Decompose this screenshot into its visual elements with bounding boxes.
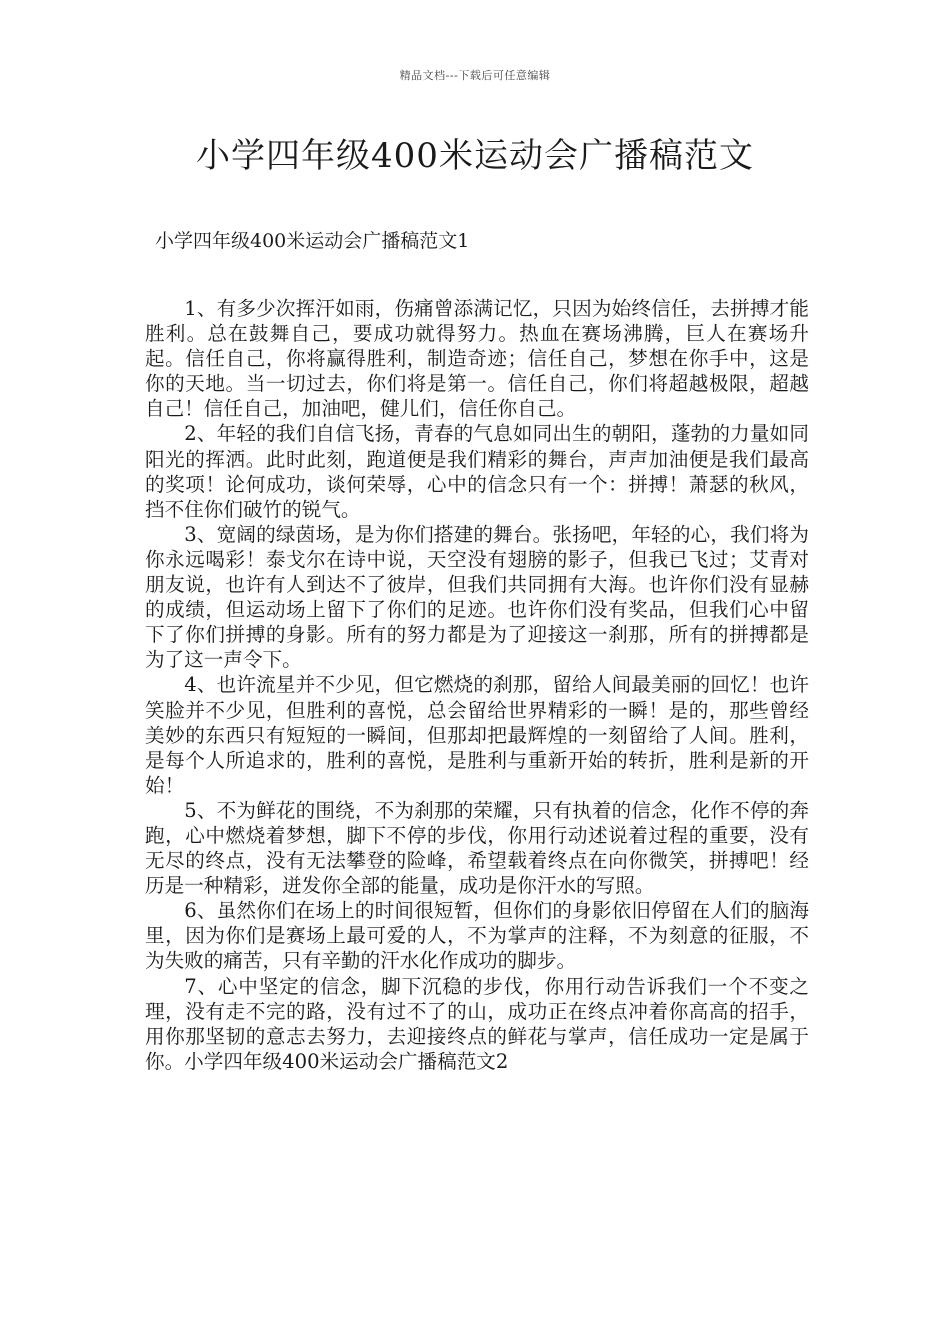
paragraph: 3、宽阔的绿茵场，是为你们搭建的舞台。张扬吧，年轻的心，我们将为你永远喝彩！泰戈尔在诗中说，天空没有翅膀的影子，但我已飞过；艾青对朋友说，也许有人到达不了彼岸，但我们共同拥有大海。也许你们没有显赫的成绩，但运动场上留下了你们的足迹。也许你们没有奖品，但我们心中留下了你们拼搏的身影。所有的努力都是为了迎接这一刹那，所有的拼搏都是为了这一声令下。: [145, 522, 809, 672]
paragraph: 1、有多少次挥汗如雨，伤痛曾添满记忆，只因为始终信任，去拼搏才能胜利。总在鼓舞自己，要成功就得努力。热血在赛场沸腾，巨人在赛场升起。信任自己，你将赢得胜利，制造奇迹；信任自己，梦想在你手中，这是你的天地。当一切过去，你们将是第一。信任自己，你们将超越极限，超越自己！信任自己，加油吧，健儿们，信任你自己。: [145, 297, 809, 421]
paragraph: 5、不为鲜花的围绕，不为刹那的荣耀，只有执着的信念，化作不停的奔跑，心中燃烧着梦想，脚下不停的步伐，你用行动述说着过程的重要，没有无尽的终点，没有无法攀登的险峰，希望载着终点在向你微笑，拼搏吧！经历是一种精彩，迸发你全部的能量，成功是你汗水的写照。: [145, 798, 809, 898]
paragraph: 4、也许流星并不少见，但它燃烧的刹那，留给人间最美丽的回忆！也许笑脸并不少见，但胜利的喜悦，总会留给世界精彩的一瞬！是的，那些曾经美妙的东西只有短短的一瞬间，但那却把最辉煌的一刻留给了人间。胜利，是每个人所追求的，胜利的喜悦，是胜利与重新开始的转折，胜利是新的开始！: [145, 673, 809, 797]
section-title: 小学四年级400米运动会广播稿范文1: [155, 230, 470, 252]
body-text: [145, 296, 809, 1074]
document-title: 小学四年级400米运动会广播稿范文: [196, 136, 754, 176]
header-note: 精品文档---下载后可任意编辑: [399, 69, 551, 82]
paragraph: 7、心中坚定的信念，脚下沉稳的步伐，你用行动告诉我们一个不变之理，没有走不完的路，没有过不了的山，成功正在终点冲着你高高的招手，用你那坚韧的意志去努力，去迎接终点的鲜花与掌声，信任成功一定是属于你。小学四年级400米运动会广播稿范文2: [145, 974, 809, 1073]
paragraph: 6、虽然你们在场上的时间很短暂，但你们的身影依旧停留在人们的脑海里，因为你们是赛场上最可爱的人，不为掌声的注释，不为刻意的征服，不为失败的痛苦，只有辛勤的汗水化作成功的脚步。: [145, 899, 809, 973]
paragraph: 2、年轻的我们自信飞扬，青春的气息如同出生的朝阳，蓬勃的力量如同阳光的挥洒。此时此刻，跑道便是我们精彩的舞台，声声加油便是我们最高的奖项！论何成功，谈何荣辱，心中的信念只有一个：拼搏！萧瑟的秋风，挡不住你们破竹的锐气。: [145, 422, 809, 521]
